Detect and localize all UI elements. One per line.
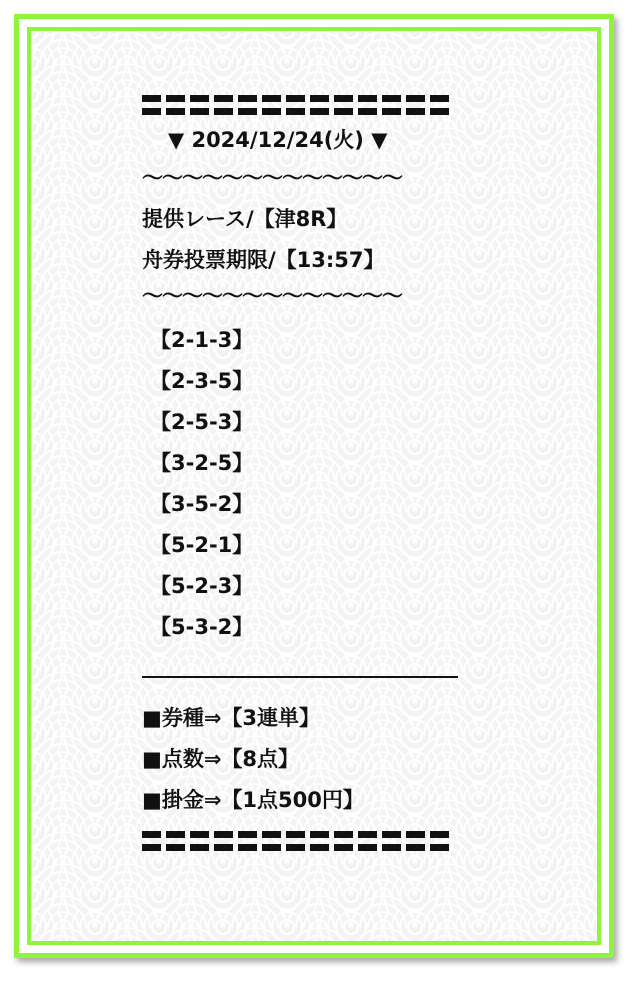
wave-divider-top: 〜〜〜〜〜〜〜〜〜〜〜〜〜 (142, 166, 402, 190)
pick-item: 【5-2-1】 (150, 533, 254, 557)
bet-stake: ■掛金⇒【1点500円】 (142, 788, 364, 812)
wave-divider-middle: 〜〜〜〜〜〜〜〜〜〜〜〜〜 (142, 284, 402, 308)
horizontal-rule (142, 676, 458, 678)
bet-type: ■券種⇒【3連単】 (142, 706, 321, 730)
prediction-card (142, 72, 462, 853)
top-double-bar (142, 95, 454, 117)
bet-points: ■点数⇒【8点】 (142, 747, 300, 771)
pick-item: 【5-3-2】 (150, 615, 254, 639)
bottom-double-bar (142, 831, 454, 853)
race-date: ▼ 2024/12/24(火) ▼ (168, 128, 388, 152)
pick-item: 【2-3-5】 (150, 369, 254, 393)
pick-item: 【3-5-2】 (150, 492, 254, 516)
pick-item: 【2-1-3】 (150, 328, 254, 352)
pick-item: 【2-5-3】 (150, 410, 254, 434)
pick-item: 【3-2-5】 (150, 451, 254, 475)
race-name: 提供レース/【津8R】 (142, 207, 348, 231)
pick-item: 【5-2-3】 (150, 574, 254, 598)
vote-deadline: 舟券投票期限/【13:57】 (142, 248, 385, 272)
picks-list (142, 320, 462, 648)
